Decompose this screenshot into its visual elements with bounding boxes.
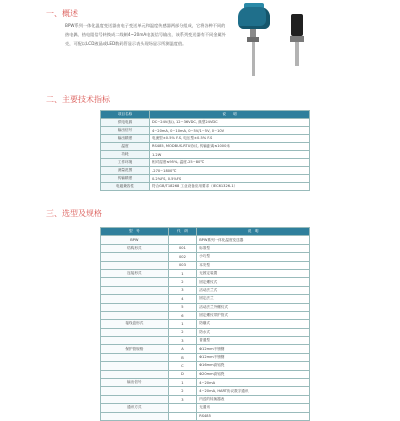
- spec-key: 功耗: [101, 151, 150, 159]
- transmitter-head: [238, 7, 270, 29]
- sel-desc: 内送的转换器表: [197, 395, 310, 403]
- sel-desc: 4~20mA: [197, 379, 310, 387]
- transmitter-neck: [250, 29, 256, 37]
- sel-desc: Φ12mm不锈钢: [197, 353, 310, 361]
- spec-value: 4~20mA, 0~10mA, 0~5V/1~5V, 0~10V: [150, 127, 310, 135]
- sel-desc: 固定螺纹式: [197, 278, 310, 286]
- sel-group: [101, 370, 169, 378]
- spec-table-header: [101, 111, 310, 119]
- table-row: [101, 412, 310, 420]
- sel-group: 接线盒形式: [101, 320, 169, 328]
- sel-desc: RS485: [197, 412, 310, 420]
- table-row: [101, 135, 310, 143]
- sel-code: 3: [168, 337, 197, 345]
- table-row: [101, 159, 310, 167]
- section-title-selection: 三、选型及规格: [46, 209, 102, 218]
- sel-desc: 无通讯: [197, 404, 310, 412]
- selection-table: [100, 227, 310, 421]
- sel-group: [101, 286, 169, 294]
- table-row: [101, 337, 310, 345]
- table-row: [101, 295, 310, 303]
- sel-group: [101, 253, 169, 261]
- transmitter-probe: [252, 42, 255, 76]
- table-row: [101, 328, 310, 336]
- sel-header-desc: 说 明: [197, 228, 310, 236]
- table-row: [101, 269, 310, 277]
- sel-desc: 固定法兰: [197, 295, 310, 303]
- spec-key: 工作环境: [101, 159, 150, 167]
- sel-header-model: 型 号: [101, 228, 169, 236]
- table-row: [101, 119, 310, 127]
- compact-transmitter-head: [291, 14, 303, 36]
- sel-group: [101, 387, 169, 395]
- spec-header-desc: 说 明: [150, 111, 310, 119]
- spec-value: 0.2%FS, 0.5%FS: [150, 175, 310, 183]
- sel-desc: 无固定装置: [197, 269, 310, 277]
- sel-code: 2: [168, 328, 197, 336]
- sel-desc: Φ20mm高铝瓷: [197, 370, 310, 378]
- sel-code: 2: [168, 278, 197, 286]
- sel-code: 1: [168, 269, 197, 277]
- table-row: [101, 278, 310, 286]
- sel-group: [101, 261, 169, 269]
- table-row: [101, 143, 310, 151]
- sel-code: 2: [168, 387, 197, 395]
- sel-code: D: [168, 370, 197, 378]
- sel-group: [101, 303, 169, 311]
- table-row: [101, 286, 310, 294]
- sel-code: 1: [168, 379, 197, 387]
- spec-value: RS485, MODBUS-RTU协议, 传输距离≤1000米: [150, 143, 310, 151]
- spec-key: 测量范围: [101, 167, 150, 175]
- spec-value: -270~1800℃: [150, 167, 310, 175]
- sel-desc: 活动法兰外螺纹式: [197, 303, 310, 311]
- table-row: [101, 303, 310, 311]
- spec-value: 1.2W: [150, 151, 310, 159]
- sel-desc: 4~20mA, HART协议数字通讯: [197, 387, 310, 395]
- spec-key: 输出精度: [101, 135, 150, 143]
- sel-desc: 普通型: [197, 337, 310, 345]
- sel-desc: Φ12mm不锈钢: [197, 345, 310, 353]
- sel-model: BPW: [101, 236, 169, 244]
- sel-header-code: 代 码: [168, 228, 197, 236]
- spec-table: [100, 110, 310, 191]
- sel-code: 003: [168, 261, 197, 269]
- sel-group: 通讯方式: [101, 404, 169, 412]
- table-row: [101, 345, 310, 353]
- sel-group: [101, 311, 169, 319]
- spec-key: 电磁兼容性: [101, 183, 150, 191]
- sel-group: 输出信号: [101, 379, 169, 387]
- compact-transmitter-probe: [295, 42, 299, 66]
- table-row: [101, 253, 310, 261]
- table-row: [101, 236, 310, 244]
- sel-group: [101, 328, 169, 336]
- spec-key: 温度: [101, 143, 150, 151]
- sel-code: [168, 236, 197, 244]
- table-row: [101, 127, 310, 135]
- sel-code: 002: [168, 253, 197, 261]
- selection-table-header: [101, 228, 310, 236]
- spec-key: 传输精度: [101, 175, 150, 183]
- sel-code: 001: [168, 244, 197, 252]
- intro-paragraph: BPW系列一体化温度变送器由电子变送单元和温度传感器两部分组成，它将各种不同的热电偶、热电阻信号转换成二线制4~20mA电流信号输出，该系列变送器有不同金属外壳，可配以LCD液晶或LED数码管显示表头现场显示所测温度值。: [65, 23, 226, 46]
- sel-group: [101, 278, 169, 286]
- table-row: [101, 362, 310, 370]
- sel-desc: 防爆式: [197, 320, 310, 328]
- table-row: [101, 183, 310, 191]
- sel-code: C: [168, 362, 197, 370]
- sel-desc: 标准型: [197, 244, 310, 252]
- sel-group: [101, 295, 169, 303]
- table-row: [101, 151, 310, 159]
- section-title-specs: 二、主要技术指标: [46, 95, 110, 104]
- sel-code: 3: [168, 395, 197, 403]
- sel-code: 1: [168, 320, 197, 328]
- table-row: [101, 370, 310, 378]
- sel-code: [168, 404, 197, 412]
- spec-value: DC~24V(标), 12~36VDC, 典型24VDC: [150, 119, 310, 127]
- sel-group: [101, 362, 169, 370]
- spec-value: 符合GB/T18268 工业设备应用要求（IEC61326-1）: [150, 183, 310, 191]
- sel-group: 连接形式: [101, 269, 169, 277]
- sel-code: A: [168, 345, 197, 353]
- spec-value: 相对湿度≤95%, 温度-25~80℃: [150, 159, 310, 167]
- sel-group: [101, 412, 169, 420]
- selection-table-body: [101, 244, 310, 420]
- table-row: [101, 379, 310, 387]
- sel-code: B: [168, 353, 197, 361]
- section-title-overview: 一、概述: [46, 9, 78, 18]
- table-row: [101, 353, 310, 361]
- sel-desc: Φ16mm高铝瓷: [197, 362, 310, 370]
- sel-group: 结构形式: [101, 244, 169, 252]
- sel-code: [168, 412, 197, 420]
- sel-code: 5: [168, 303, 197, 311]
- sel-code: 6: [168, 311, 197, 319]
- table-row: [101, 261, 310, 269]
- table-row: [101, 244, 310, 252]
- table-row: [101, 175, 310, 183]
- spec-key: 输出信号: [101, 127, 150, 135]
- sel-desc: 活动法兰式: [197, 286, 310, 294]
- sel-group: [101, 337, 169, 345]
- sel-group: [101, 353, 169, 361]
- sel-group: 保护管规格: [101, 345, 169, 353]
- spec-key: 供电电源: [101, 119, 150, 127]
- spec-value: 电流型±0.5% F.S, 电压型±0.5% F.S: [150, 135, 310, 143]
- sel-desc: 本安型: [197, 261, 310, 269]
- table-row: [101, 387, 310, 395]
- table-row: [101, 311, 310, 319]
- sel-desc: 防水式: [197, 328, 310, 336]
- sel-desc: BPW系列一体化温度变送器: [197, 236, 310, 244]
- sel-desc: 固定螺纹带护管式: [197, 311, 310, 319]
- sel-desc: 小巧型: [197, 253, 310, 261]
- table-row: [101, 404, 310, 412]
- spec-header-item: 项目名称: [101, 111, 150, 119]
- sel-code: 3: [168, 286, 197, 294]
- table-row: [101, 320, 310, 328]
- sel-code: 4: [168, 295, 197, 303]
- table-row: [101, 167, 310, 175]
